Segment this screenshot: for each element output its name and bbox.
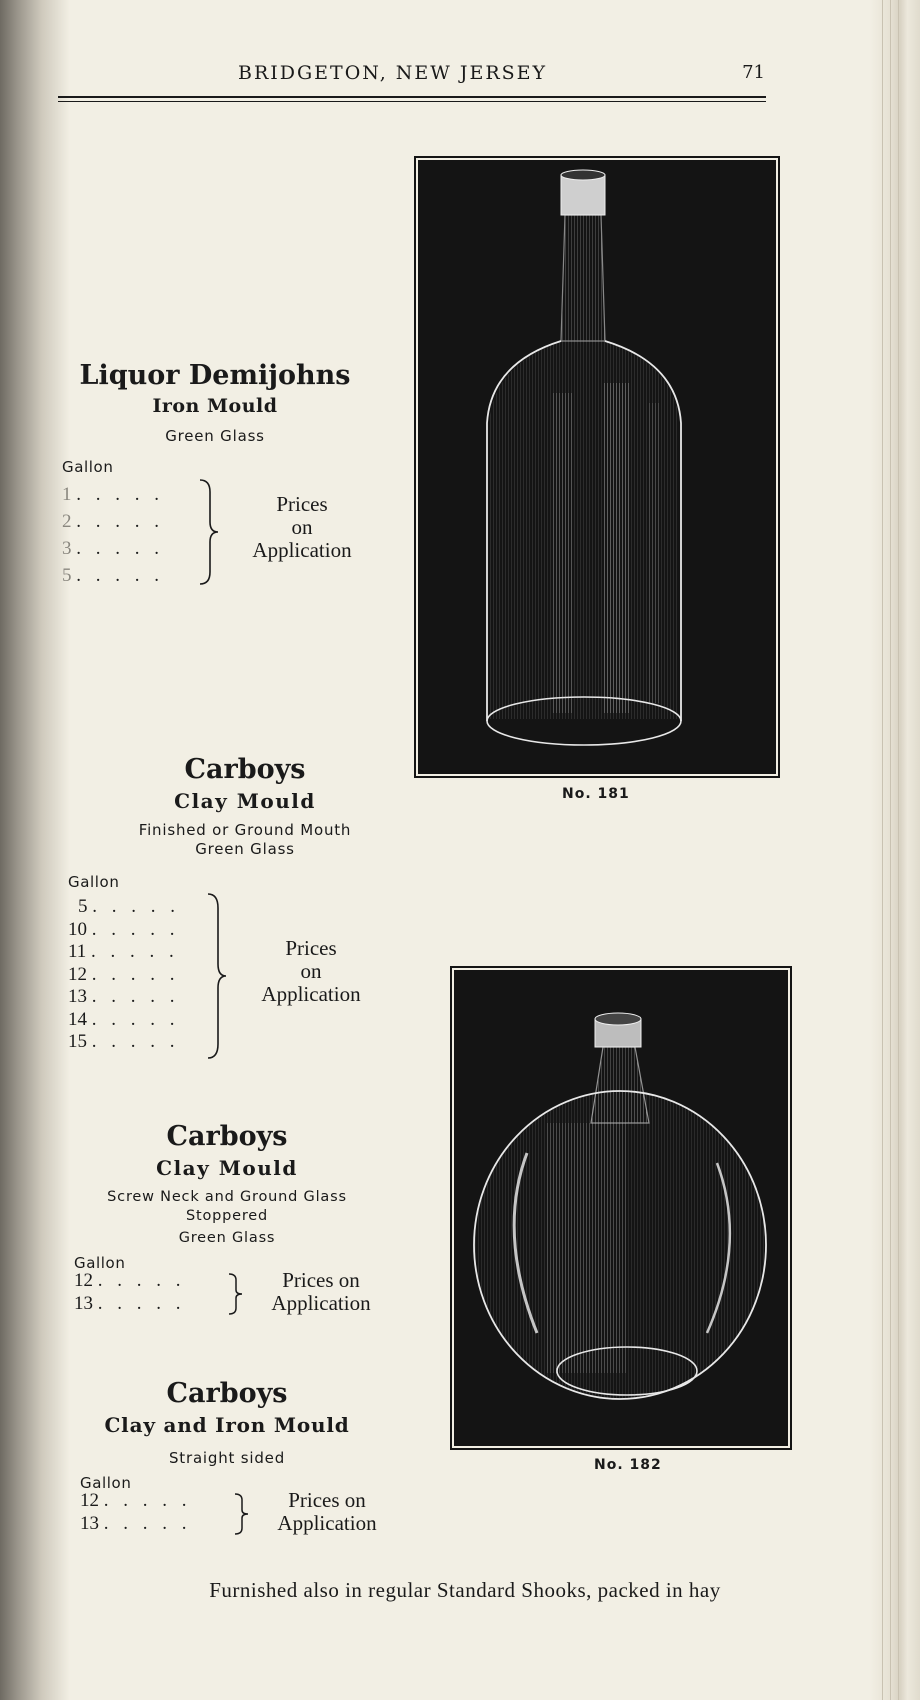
- section-liquor-demijohns: [60, 360, 370, 446]
- section-note: Screw Neck and Ground Glass: [107, 1189, 347, 1205]
- size-value: 12: [68, 963, 87, 985]
- figure-demijohn-plate: [418, 160, 776, 774]
- size-value: 5: [62, 565, 72, 586]
- section-note: Green Glass: [178, 1230, 276, 1246]
- header-title: BRIDGETON, NEW JERSEY: [238, 62, 548, 84]
- figure-caption: No. 181: [562, 786, 630, 802]
- leader-dots: . . . . .: [97, 1270, 186, 1291]
- carboy-illustration: [457, 973, 785, 1443]
- price-line: Prices: [285, 936, 337, 960]
- leader-dots: . . . . .: [76, 538, 164, 559]
- figure-caption: No. 182: [594, 1457, 662, 1473]
- section-title: Carboys: [166, 1121, 288, 1152]
- price-line: Prices on: [288, 1488, 366, 1512]
- section-note: Stoppered: [185, 1208, 269, 1224]
- demijohn-bottle-illustration: [421, 163, 773, 771]
- size-value: 5: [78, 896, 88, 917]
- section-subtitle: Iron Mould: [152, 395, 278, 417]
- section-carboys-screw-neck: [72, 1121, 382, 1248]
- price-line: on: [300, 959, 322, 983]
- size-value: 15: [68, 1031, 87, 1052]
- size-value: 13: [74, 1292, 93, 1314]
- section-title: Carboys: [166, 1378, 288, 1409]
- header-rule-thin: [58, 101, 766, 102]
- price-line: Prices: [276, 492, 328, 516]
- leader-dots: . . . . .: [91, 918, 180, 940]
- price-note: [236, 493, 368, 562]
- gallon-label: Gallon: [74, 1254, 126, 1272]
- size-list: [74, 1270, 186, 1315]
- section-carboys-clay-mould: [90, 754, 400, 859]
- price-note: [262, 1489, 392, 1535]
- leader-dots: . . . . .: [103, 1490, 192, 1511]
- curly-brace: [232, 1492, 252, 1536]
- footer-note: Furnished also in regular Standard Shooks, packed in hay: [209, 1578, 721, 1602]
- price-line: Application: [277, 1511, 377, 1535]
- size-value: 12: [80, 1490, 99, 1511]
- leader-dots: . . . . .: [91, 986, 180, 1007]
- section-note: Finished or Ground Mouth: [138, 821, 352, 839]
- section-note: Straight sided: [168, 1449, 286, 1467]
- price-line: Application: [271, 1291, 371, 1315]
- page-edge: [870, 0, 920, 1700]
- leader-dots: . . . . .: [76, 565, 164, 586]
- curly-brace: [226, 1272, 246, 1316]
- size-value: 13: [68, 986, 87, 1007]
- section-note: Green Glass: [195, 840, 295, 858]
- size-list: [68, 896, 180, 1054]
- price-line: Application: [252, 538, 352, 562]
- running-header: [60, 58, 765, 88]
- leader-dots: . . . . .: [91, 963, 180, 985]
- size-value: 10: [68, 918, 87, 940]
- section-title: Liquor Demijohns: [79, 360, 351, 391]
- size-list: [62, 481, 164, 589]
- size-value: 14: [68, 1008, 87, 1030]
- size-list: [80, 1490, 192, 1535]
- section-note: Green Glass: [165, 427, 265, 445]
- size-value: 2: [62, 511, 72, 532]
- size-value: 1: [62, 484, 72, 505]
- figure-carboy-plate: [454, 970, 788, 1446]
- leader-dots: . . . . .: [76, 511, 164, 532]
- curly-brace: [204, 892, 230, 1060]
- header-rule-thick: [58, 96, 766, 98]
- price-line: Prices on: [282, 1268, 360, 1292]
- section-title: Carboys: [184, 754, 306, 785]
- gallon-label: Gallon: [68, 873, 120, 891]
- book-gutter-shadow: [0, 0, 70, 1700]
- price-note: [244, 937, 378, 1006]
- section-subtitle: Clay and Iron Mould: [104, 1413, 350, 1437]
- price-note: [256, 1269, 386, 1315]
- section-subtitle: Clay Mould: [174, 789, 316, 813]
- leader-dots: . . . . .: [76, 484, 164, 505]
- size-value: 13: [80, 1512, 99, 1534]
- section-carboys-clay-iron: [72, 1378, 382, 1468]
- leader-dots: . . . . .: [103, 1512, 192, 1534]
- leader-dots: . . . . .: [91, 1008, 180, 1030]
- leader-dots: . . . . .: [92, 896, 180, 917]
- size-value: 3: [62, 538, 72, 559]
- page-number: 71: [742, 62, 765, 83]
- curly-brace: [196, 478, 222, 586]
- size-value: 12: [74, 1270, 93, 1291]
- leader-dots: . . . . .: [97, 1292, 186, 1314]
- leader-dots: . . . . .: [91, 1031, 180, 1052]
- price-line: Application: [261, 982, 361, 1006]
- price-line: on: [291, 515, 313, 539]
- gallon-label: Gallon: [80, 1474, 132, 1492]
- leader-dots: . . . . .: [91, 941, 179, 962]
- section-subtitle: Clay Mould: [156, 1156, 298, 1180]
- gallon-label: Gallon: [62, 458, 114, 476]
- size-value: 11: [68, 941, 87, 962]
